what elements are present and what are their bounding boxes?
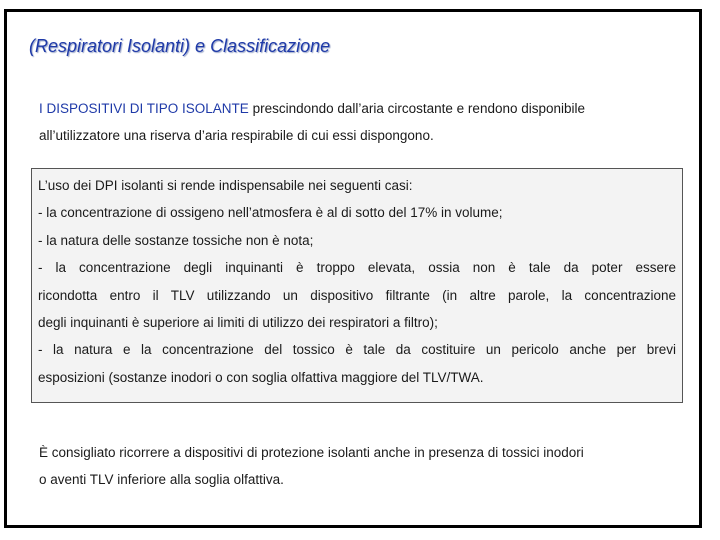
- intro-paragraph: [39, 95, 679, 149]
- callout-box: [31, 168, 683, 403]
- closing-paragraph: [39, 439, 679, 493]
- callout-line: degli inquinanti è superiore ai limiti di utilizzo dei respiratori a filtro);: [38, 315, 438, 331]
- callout-line: esposizioni (sostanze inodori o con soglia olfattiva maggiore del TLV/TWA.: [38, 369, 484, 385]
- intro-highlight: I DISPOSITIVI DI TIPO ISOLANTE: [39, 101, 249, 116]
- closing-line: o aventi TLV inferiore alla soglia olfattiva.: [39, 472, 284, 487]
- callout-line: - la natura delle sostanze tossiche non è nota;: [38, 232, 314, 248]
- intro-text-line2: all’utilizzatore una riserva d’aria respirabile di cui essi dispongono.: [39, 128, 434, 143]
- callout-line: - la concentrazione di ossigeno nell’atmosfera è al di sotto del 17% in volume;: [38, 205, 503, 221]
- callout-line: - la natura e la concentrazione del tossico è tale da costituire un pericolo anche per brevi: [38, 342, 676, 358]
- callout-line: - la concentrazione degli inquinanti è troppo elevata, ossia non è tale da poter essere: [38, 260, 676, 276]
- closing-line: È consigliato ricorrere a dispositivi di protezione isolanti anche in presenza di tossici inodori: [39, 445, 584, 460]
- callout-line: L’uso dei DPI isolanti si rende indispensabile nei seguenti casi:: [38, 178, 413, 193]
- slide-title: (Respiratori Isolanti) e Classificazione: [29, 36, 331, 56]
- intro-text-line1: prescindondo dall’aria circostante e rendono disponibile: [248, 101, 586, 116]
- callout-line: ricondotta entro il TLV utilizzando un dispositivo filtrante (in altre parole, la concentrazione: [38, 287, 676, 303]
- slide-frame: [4, 9, 702, 528]
